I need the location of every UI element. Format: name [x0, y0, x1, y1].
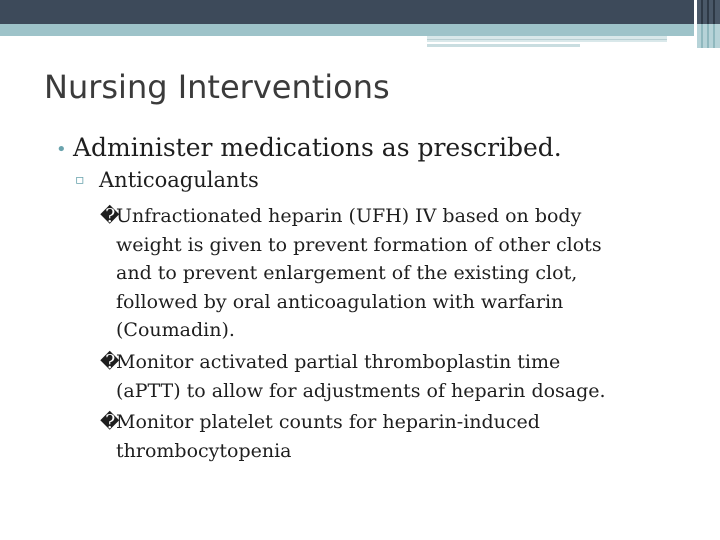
- header-band-teal: [0, 24, 694, 36]
- list-item-aptt: [100, 348, 676, 405]
- list-item-platelets: [100, 408, 676, 465]
- list-item-line: �Monitor platelet counts for heparin-induced: [100, 408, 676, 437]
- bullet-dot-icon: •: [56, 139, 67, 160]
- header-corner-dark: [697, 0, 720, 24]
- bullet-level1-text: Administer medications as prescribed.: [73, 133, 562, 162]
- header-accent-line-short: [427, 44, 580, 47]
- missing-glyph-icon: �: [100, 351, 120, 373]
- list-item-line: �Monitor activated partial thromboplastin time: [100, 348, 676, 377]
- header-corner-teal: [697, 24, 720, 48]
- list-item-line: (aPTT) to allow for adjustments of heparin dosage.: [116, 379, 606, 402]
- list-item-heparin: [100, 202, 676, 345]
- missing-glyph-icon: �: [100, 411, 120, 433]
- header-band-dark: [0, 0, 694, 24]
- bullet-level2-text: Anticoagulants: [99, 168, 259, 192]
- list-item-line: (Coumadin).: [116, 319, 235, 341]
- slide-title: Nursing Interventions: [44, 68, 390, 106]
- list-item-line: thrombocytopenia: [116, 439, 292, 462]
- missing-glyph-icon: �: [100, 205, 120, 227]
- list-item-line: weight is given to prevent formation of other clots: [116, 233, 602, 256]
- bullet-square-icon: ▫: [75, 172, 85, 188]
- list-item-line: and to prevent enlargement of the existing clot,: [116, 262, 578, 284]
- list-item-line: followed by oral anticoagulation with warfarin: [116, 290, 564, 313]
- list-item-line: �Unfractionated heparin (UFH) IV based on body: [100, 202, 676, 231]
- header-accent-line: [427, 39, 667, 40]
